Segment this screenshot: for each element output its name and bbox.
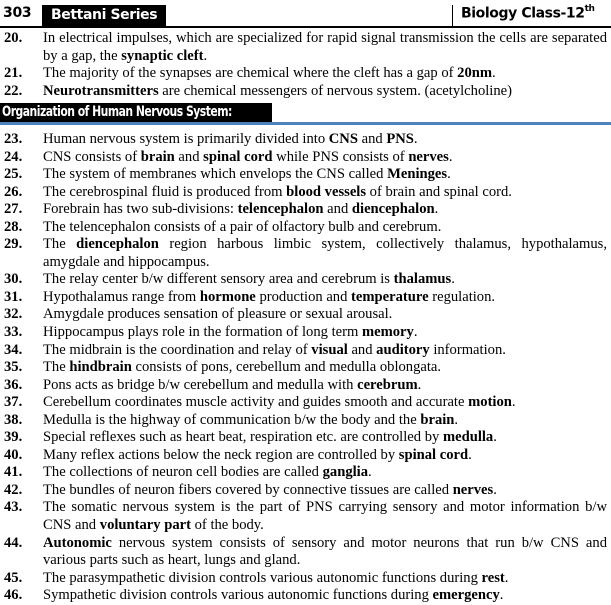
item-text [43, 429, 607, 447]
item-text [43, 219, 607, 237]
text-run: Hippocampus plays role in the formation of long term [43, 324, 362, 341]
bold-term: diencephalon [351, 201, 435, 218]
bold-term: thalamus [393, 271, 452, 288]
item-number: 26. [4, 183, 23, 200]
bold-term: motion [468, 394, 512, 411]
text-run: The [43, 236, 77, 253]
text-run: . [447, 166, 451, 183]
header-rule [0, 26, 611, 28]
bold-term: memory [361, 324, 414, 341]
section-heading [0, 103, 272, 122]
bold-term: blood vessels [286, 183, 367, 200]
list-item [0, 482, 611, 500]
bold-term: 20nm [457, 65, 493, 82]
list-item [0, 499, 611, 534]
item-number: 28. [4, 218, 23, 235]
item-number: 35. [4, 359, 23, 376]
item-number: 20. [4, 30, 23, 46]
text-run: of the body. [190, 517, 264, 534]
item-text [43, 377, 607, 395]
text-run: . [448, 148, 453, 165]
text-run: In electrical impulses, which are specialized for rapid signal transmission the cells are separated by a gap, the [43, 30, 607, 64]
list-item [0, 184, 611, 202]
bold-term: spinal cord [203, 148, 273, 165]
text-run: Amygdale produces sensation of pleasure or sexual arousal. [43, 306, 393, 323]
item-number: 43. [4, 499, 23, 516]
text-run: region harbous limbic system, collectively thalamus, hypothalamus, amygdale and hippocampus. [43, 236, 607, 270]
text-run: Forebrain has two sub-divisions: [43, 201, 238, 218]
bold-term: brain [140, 148, 175, 165]
list-item [0, 570, 611, 588]
bold-term: temperature [351, 288, 429, 305]
text-run: nervous system consists of sensory and motor neurons that run b/w CNS and various parts such as heart, lungs and gland. [43, 534, 607, 569]
bold-term: CNS [328, 131, 358, 147]
list-item [0, 219, 611, 237]
text-run: . [493, 481, 497, 498]
text-run: . [434, 201, 439, 218]
item-text [43, 324, 607, 342]
bold-term: diencephalon [76, 236, 159, 253]
bold-term: telencephalon [237, 201, 324, 218]
list-item [0, 359, 611, 377]
bold-term: emergency [432, 587, 500, 604]
bold-term: rest [481, 569, 505, 586]
header-divider [452, 5, 453, 26]
bold-term: visual [311, 341, 348, 358]
text-run: . [499, 587, 504, 604]
list-item [0, 201, 611, 219]
text-run: Special reflexes such as heart beat, respiration etc. are controlled by [43, 429, 443, 446]
list-item [0, 342, 611, 360]
item-text [43, 587, 607, 605]
item-text [43, 570, 607, 588]
item-number: 40. [4, 446, 23, 463]
bold-term: brain [420, 411, 455, 428]
item-number: 38. [4, 411, 23, 428]
item-number: 45. [4, 569, 23, 586]
list-item [0, 236, 611, 271]
item-text [43, 412, 607, 430]
text-run: CNS consists of [43, 148, 141, 165]
text-run: The majority of the synapses are chemical where the cleft has a gap of [43, 65, 458, 82]
text-run: are chemical messengers of nervous system. (acetylcholine) [158, 82, 512, 99]
bold-term: hormone [199, 288, 256, 305]
subject-label [461, 5, 595, 22]
text-run: while PNS consists of [272, 148, 409, 165]
item-text [43, 499, 607, 534]
text-run: Hypothalamus range from [43, 288, 200, 305]
list-item [0, 464, 611, 482]
bold-term: Autonomic [43, 534, 112, 551]
text-run: Cerebellum coordinates muscle activity and guides smooth and accurate [43, 394, 469, 411]
item-text [43, 464, 607, 482]
item-text [43, 359, 607, 377]
series-label-box [42, 5, 166, 26]
item-number: 31. [4, 288, 23, 305]
text-run: . [468, 446, 472, 463]
text-run: . [451, 271, 455, 288]
text-run: Human nervous system is primarily divided into [43, 131, 329, 147]
item-text [43, 535, 607, 570]
list-item [0, 324, 611, 342]
item-text [43, 201, 607, 219]
text-run: . [511, 394, 516, 411]
item-number: 46. [4, 587, 23, 604]
item-text [43, 306, 607, 324]
list-item [0, 271, 611, 289]
bold-term: hindbrain [69, 359, 132, 376]
page-number: 303 [3, 5, 32, 21]
text-run: The midbrain is the coordination and relay of [43, 341, 312, 358]
item-text [43, 184, 607, 202]
text-run: regulation. [428, 288, 496, 305]
item-number: 21. [4, 65, 23, 82]
text-run: The cerebrospinal fluid is produced from [43, 183, 287, 200]
item-text [43, 447, 607, 465]
list-item [0, 30, 611, 65]
list-item [0, 587, 611, 605]
text-run: Pons acts as bridge b/w cerebellum and medulla with [43, 376, 358, 393]
bold-term: nerves [408, 148, 449, 165]
bold-term: PNS [386, 131, 414, 147]
item-number: 24. [4, 148, 23, 165]
text-run: The telencephalon consists of a pair of olfactory bulb and cerebrum. [43, 218, 442, 235]
text-run: of brain and spinal cord. [366, 183, 512, 200]
bold-term: voluntary part [99, 517, 191, 534]
bold-term: auditory [376, 341, 430, 358]
item-number: 33. [4, 324, 23, 341]
text-run: The collections of neuron cell bodies are called [43, 464, 323, 481]
text-run: consists of pons, cerebellum and medulla oblongata. [131, 359, 442, 376]
item-text [43, 289, 607, 307]
item-number: 23. [4, 131, 23, 147]
item-text [43, 394, 607, 412]
text-run: The [43, 359, 70, 376]
item-text [43, 30, 607, 65]
text-run: . [454, 411, 459, 428]
bold-term: spinal cord [398, 446, 469, 463]
list-item [0, 131, 611, 149]
item-text [43, 83, 607, 101]
item-number: 41. [4, 464, 23, 481]
item-number: 32. [4, 306, 23, 323]
item-number: 29. [4, 236, 23, 253]
text-run: The relay center b/w different sensory area and cerebrum is [43, 271, 394, 288]
item-text [43, 236, 607, 271]
list-item [0, 306, 611, 324]
section-rule [0, 122, 611, 125]
item-text [43, 271, 607, 289]
text-run: production and [255, 288, 352, 305]
item-number: 42. [4, 481, 23, 498]
item-number: 37. [4, 394, 23, 411]
list-item [0, 65, 611, 83]
text-run: . [504, 569, 509, 586]
bold-term: synaptic cleft [121, 47, 204, 64]
item-number: 34. [4, 341, 23, 358]
item-text [43, 342, 607, 360]
page-header [0, 0, 611, 28]
item-number: 39. [4, 429, 23, 446]
bold-term: Meninges [387, 166, 448, 183]
bold-term: ganglia [322, 464, 369, 481]
text-run: Sympathetic division controls various autonomic functions during [43, 587, 433, 604]
text-run: . [417, 376, 422, 393]
text-run: . [413, 131, 418, 147]
text-run: The system of membranes which envelops the CNS called [43, 166, 388, 183]
text-run: and [347, 341, 377, 358]
series-label: Bettani Series [51, 7, 158, 23]
item-number: 22. [4, 82, 23, 99]
item-text [43, 482, 607, 500]
section-title: Organization of Human Nervous System: [2, 104, 232, 120]
text-run: The bundles of neuron fibers covered by connective tissues are called [43, 481, 453, 498]
text-run: . [413, 324, 418, 341]
text-run: Medulla is the highway of communication b/w the body and the [43, 411, 421, 428]
list-item [0, 394, 611, 412]
subject-text: Biology Class-12 [461, 5, 585, 22]
text-run: information. [429, 341, 506, 358]
text-run: and [357, 131, 387, 147]
item-list-after [0, 131, 611, 605]
list-item [0, 412, 611, 430]
item-number: 30. [4, 271, 23, 288]
item-number: 25. [4, 166, 23, 183]
text-run: . [203, 47, 208, 64]
text-run: and [323, 201, 352, 218]
list-item [0, 289, 611, 307]
item-text [43, 166, 607, 184]
item-text [43, 65, 607, 83]
text-run: The somatic nervous system is the part of PNS carrying sensory and motor information b/w CNS and [43, 499, 607, 534]
list-item [0, 447, 611, 465]
item-number: 36. [4, 376, 23, 393]
list-item [0, 377, 611, 395]
text-run: . [493, 429, 497, 446]
bold-term: Neurotransmitters [43, 82, 159, 99]
list-item [0, 429, 611, 447]
text-run: . [492, 65, 496, 82]
bold-term: cerebrum [357, 376, 418, 393]
list-item [0, 149, 611, 167]
item-number: 27. [4, 201, 23, 218]
subject-superscript: th [584, 4, 595, 14]
item-text [43, 149, 607, 167]
item-text [43, 131, 607, 149]
item-list-before [0, 30, 611, 100]
bold-term: medulla [442, 429, 494, 446]
text-run: . [368, 464, 372, 481]
text-run: and [174, 148, 204, 165]
text-run: Many reflex actions below the neck region are controlled by [43, 446, 399, 463]
item-number: 44. [4, 534, 23, 551]
text-run: The parasympathetic division controls various autonomic functions during [43, 569, 482, 586]
bold-term: nerves [452, 481, 494, 498]
list-item [0, 166, 611, 184]
list-item [0, 535, 611, 570]
list-item [0, 83, 611, 101]
